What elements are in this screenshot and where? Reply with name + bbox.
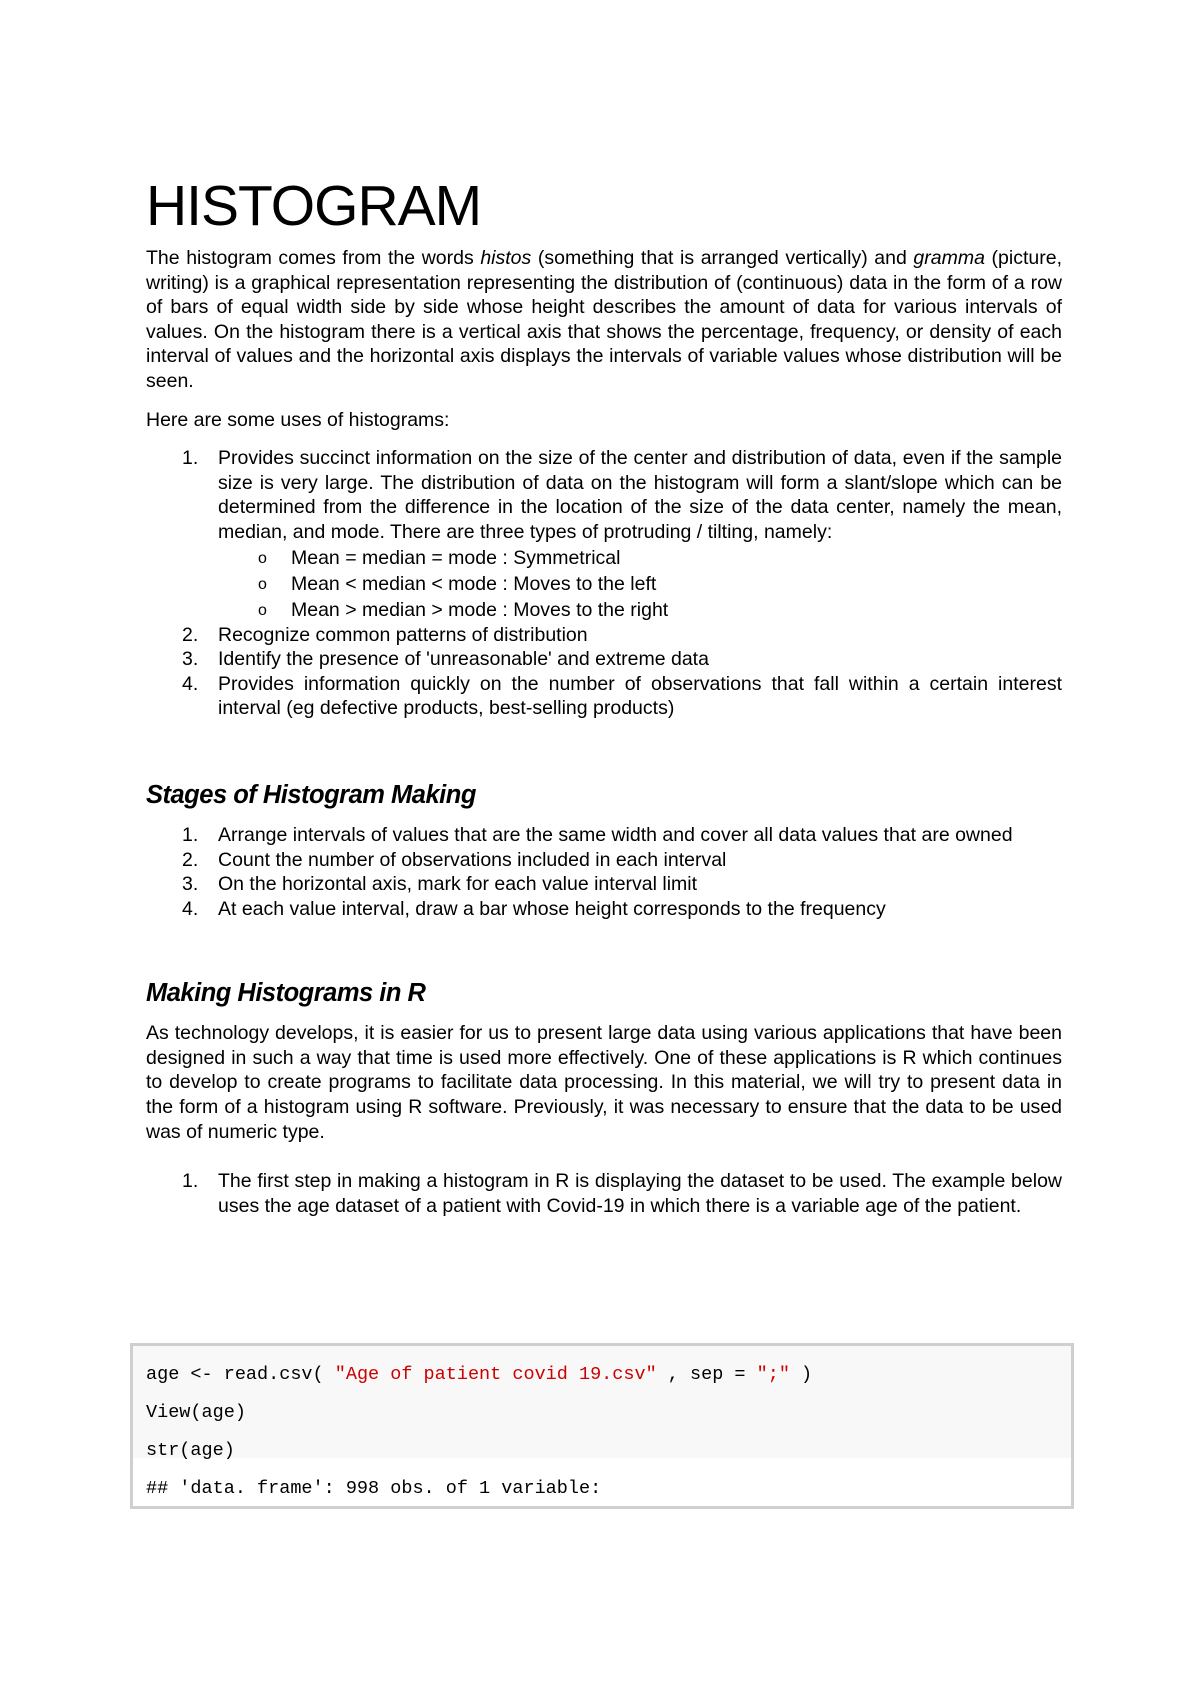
list-item — [146, 446, 1062, 622]
code-string: ";" — [756, 1364, 790, 1385]
intro-term-histos: histos — [480, 247, 532, 269]
list-text: Recognize common patterns of distribution — [218, 623, 588, 646]
code-line-view: View(age) — [146, 1402, 246, 1423]
intro-text-2: (something that is arranged vertically) and — [531, 247, 914, 269]
list-number: 1. — [182, 447, 199, 470]
bullet-icon: o — [258, 601, 267, 619]
list-item — [146, 848, 1062, 873]
code-input-area — [133, 1346, 1071, 1458]
code-line-str: str(age) — [146, 1440, 235, 1461]
section-heading-making: Making Histograms in R — [146, 979, 426, 1008]
list-number: 3. — [182, 648, 199, 671]
code-token: , sep = — [656, 1364, 757, 1385]
code-line-read-csv — [146, 1364, 812, 1385]
list-item — [146, 647, 1062, 672]
list-item — [146, 623, 1062, 648]
list-text: Mean < median < mode : Moves to the left — [291, 572, 657, 595]
page-title: HISTOGRAM — [146, 174, 482, 238]
intro-text-1: The histogram comes from the words — [146, 247, 481, 269]
code-output-line: ## 'data. frame': 998 obs. of 1 variable: — [146, 1478, 602, 1499]
code-token: age <- read.csv( — [146, 1364, 335, 1385]
list-item — [146, 872, 1062, 897]
bullet-icon: o — [258, 549, 267, 567]
list-text: The first step in making a histogram in R is displaying the dataset to be used. The example below uses the age dataset of a patient with Covid-19 in which there is a variable age of the patient. — [218, 1170, 1062, 1217]
list-number: 1. — [182, 1170, 199, 1193]
intro-paragraph — [146, 246, 1062, 394]
list-number: 1. — [182, 823, 199, 846]
section-heading-stages: Stages of Histogram Making — [146, 780, 476, 809]
list-item — [146, 597, 1062, 623]
list-item — [146, 672, 1062, 721]
bullet-icon: o — [258, 575, 267, 593]
intro-text-3: (picture, writing) is a graphical representation representing the distribution of (continuous) data in the form of a row of bars of equal width side by side whose height describes the amount of data for various intervals of values. On the histogram there is a vertical axis that shows the percentage, frequency, or density of each interval of values and the horizontal axis displays the intervals of variable values whose distribution will be seen. — [146, 247, 1062, 392]
list-text: Provides succinct information on the size of the center and distribution of data, even if the sample size is very large. The distribution of data on the histogram will form a slant/slope which can be determined from the difference in the location of the size of the data center, namely the mean, median, and mode. There are three types of protruding / tilting, namely: — [218, 447, 1062, 543]
document-page — [146, 172, 1062, 1218]
code-block — [130, 1343, 1074, 1509]
list-number: 2. — [182, 848, 199, 871]
list-number: 4. — [182, 897, 199, 920]
list-text: Mean = median = mode : Symmetrical — [291, 546, 621, 569]
list-number: 4. — [182, 672, 199, 695]
list-number: 2. — [182, 623, 199, 646]
skew-types-list — [218, 545, 1062, 623]
list-text: At each value interval, draw a bar whose height corresponds to the frequency — [218, 897, 886, 920]
list-number: 3. — [182, 873, 199, 896]
steps-list — [146, 1169, 1062, 1218]
list-text: On the horizontal axis, mark for each value interval limit — [218, 873, 698, 896]
uses-intro: Here are some uses of histograms: — [146, 408, 450, 431]
list-text: Count the number of observations included in each interval — [218, 848, 727, 871]
stages-list — [146, 823, 1062, 921]
intro-term-gramma: gramma — [913, 247, 985, 269]
list-text: Mean > median > mode : Moves to the right — [291, 598, 669, 621]
list-text: Provides information quickly on the number of observations that fall within a certain interest interval (eg defective products, best-selling products) — [218, 672, 1062, 720]
list-item — [146, 545, 1062, 571]
list-text: Identify the presence of 'unreasonable' and extreme data — [218, 648, 709, 671]
code-token: ) — [789, 1364, 813, 1385]
list-text: Arrange intervals of values that are the same width and cover all data values that are owned — [218, 823, 1013, 846]
uses-list — [146, 446, 1062, 721]
code-string: "Age of patient covid 19.csv" — [334, 1364, 657, 1385]
technology-paragraph: As technology develops, it is easier for us to present large data using various applications that have been designed in such a way that time is used more effectively. One of these applications is R which continues to develop to create programs to facilitate data processing. In this material, we will try to present data in the form of a histogram using R software. Previously, it was necessary to ensure that the data to be used was of numeric type. — [146, 1022, 1062, 1143]
list-item — [146, 571, 1062, 597]
list-item — [146, 897, 1062, 922]
list-item — [146, 823, 1062, 848]
list-item — [146, 1169, 1062, 1218]
